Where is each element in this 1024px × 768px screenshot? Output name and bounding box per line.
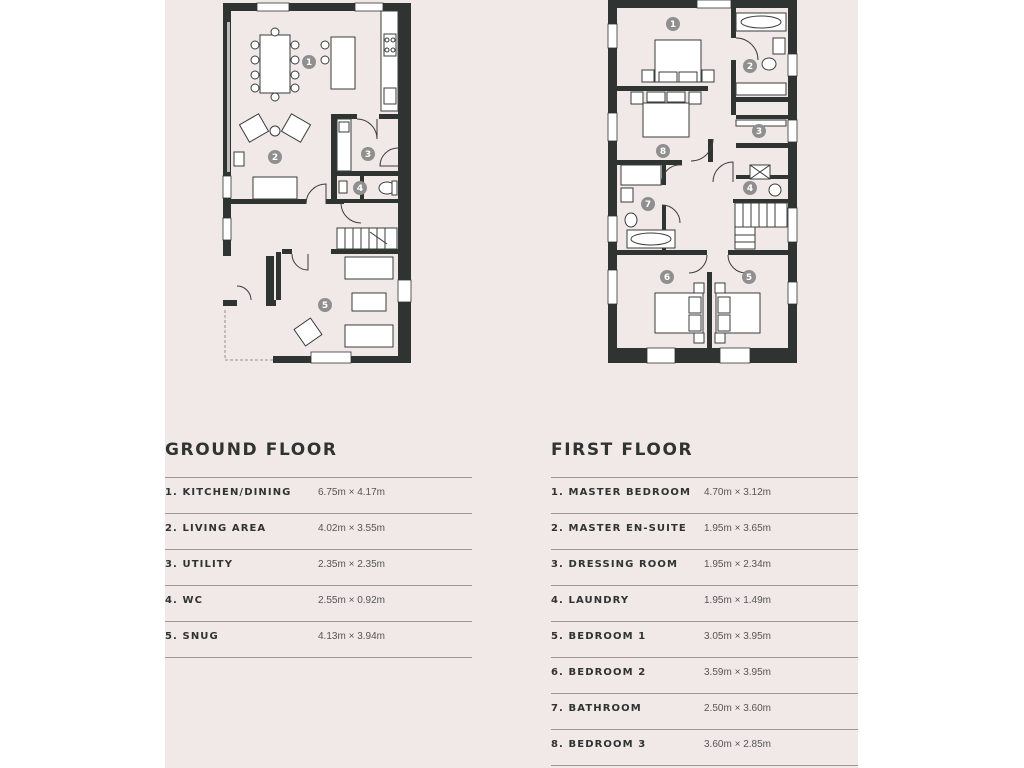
ground-floor-plan (223, 3, 411, 363)
first-room-number: 3 (755, 127, 763, 137)
room-row (165, 586, 472, 622)
room-row (551, 514, 858, 550)
first-room-number: 1 (669, 20, 677, 30)
room-row (551, 478, 858, 514)
room-dimensions: 3.59m × 3.95m (704, 667, 771, 678)
first-room-number: 2 (746, 62, 754, 72)
first-floor-title: FIRST FLOOR (551, 440, 694, 460)
ground-floor-title: GROUND FLOOR (165, 440, 338, 460)
room-name: 4. WC (165, 595, 204, 606)
room-dimensions: 1.95m × 3.65m (704, 523, 771, 534)
room-row (165, 514, 472, 550)
room-row (551, 550, 858, 586)
room-dimensions: 1.95m × 1.49m (704, 595, 771, 606)
room-dimensions: 2.35m × 2.35m (318, 559, 385, 570)
first-floor-plan (608, 0, 797, 363)
room-row (165, 622, 472, 658)
room-name: 4. LAUNDRY (551, 595, 630, 606)
room-name: 7. BATHROOM (551, 703, 642, 714)
ground-room-number: 1 (305, 58, 313, 68)
room-dimensions: 1.95m × 2.34m (704, 559, 771, 570)
room-row (551, 658, 858, 694)
room-row (551, 622, 858, 658)
ground-floor-room-list (165, 477, 472, 658)
room-dimensions: 4.13m × 3.94m (318, 631, 385, 642)
room-row (551, 730, 858, 766)
room-name: 3. UTILITY (165, 559, 234, 570)
room-dimensions: 6.75m × 4.17m (318, 487, 385, 498)
ground-room-number: 3 (364, 150, 372, 160)
room-row (165, 478, 472, 514)
first-room-number: 6 (663, 273, 671, 283)
room-name: 1. MASTER BEDROOM (551, 487, 692, 498)
room-name: 6. BEDROOM 2 (551, 667, 647, 678)
room-name: 8. BEDROOM 3 (551, 739, 647, 750)
room-dimensions: 4.70m × 3.12m (704, 487, 771, 498)
ground-room-number: 2 (271, 153, 279, 163)
room-name: 2. MASTER EN-SUITE (551, 523, 687, 534)
room-dimensions: 2.55m × 0.92m (318, 595, 385, 606)
ground-room-number: 5 (321, 301, 329, 311)
first-room-number: 5 (745, 273, 753, 283)
room-dimensions: 2.50m × 3.60m (704, 703, 771, 714)
first-room-number: 4 (746, 184, 754, 194)
floor-plan-sheet (165, 0, 858, 768)
room-row (551, 694, 858, 730)
room-name: 2. LIVING AREA (165, 523, 267, 534)
room-row (165, 550, 472, 586)
ground-room-number: 4 (356, 184, 364, 194)
room-name: 5. BEDROOM 1 (551, 631, 647, 642)
first-room-number: 7 (644, 200, 652, 210)
room-name: 5. SNUG (165, 631, 219, 642)
room-dimensions: 3.60m × 2.85m (704, 739, 771, 750)
room-row (551, 586, 858, 622)
room-name: 3. DRESSING ROOM (551, 559, 679, 570)
room-dimensions: 4.02m × 3.55m (318, 523, 385, 534)
first-floor-room-list (551, 477, 858, 766)
first-room-number: 8 (659, 147, 667, 157)
room-name: 1. KITCHEN/DINING (165, 487, 292, 498)
room-dimensions: 3.05m × 3.95m (704, 631, 771, 642)
floor-plans-drawing (165, 0, 858, 430)
